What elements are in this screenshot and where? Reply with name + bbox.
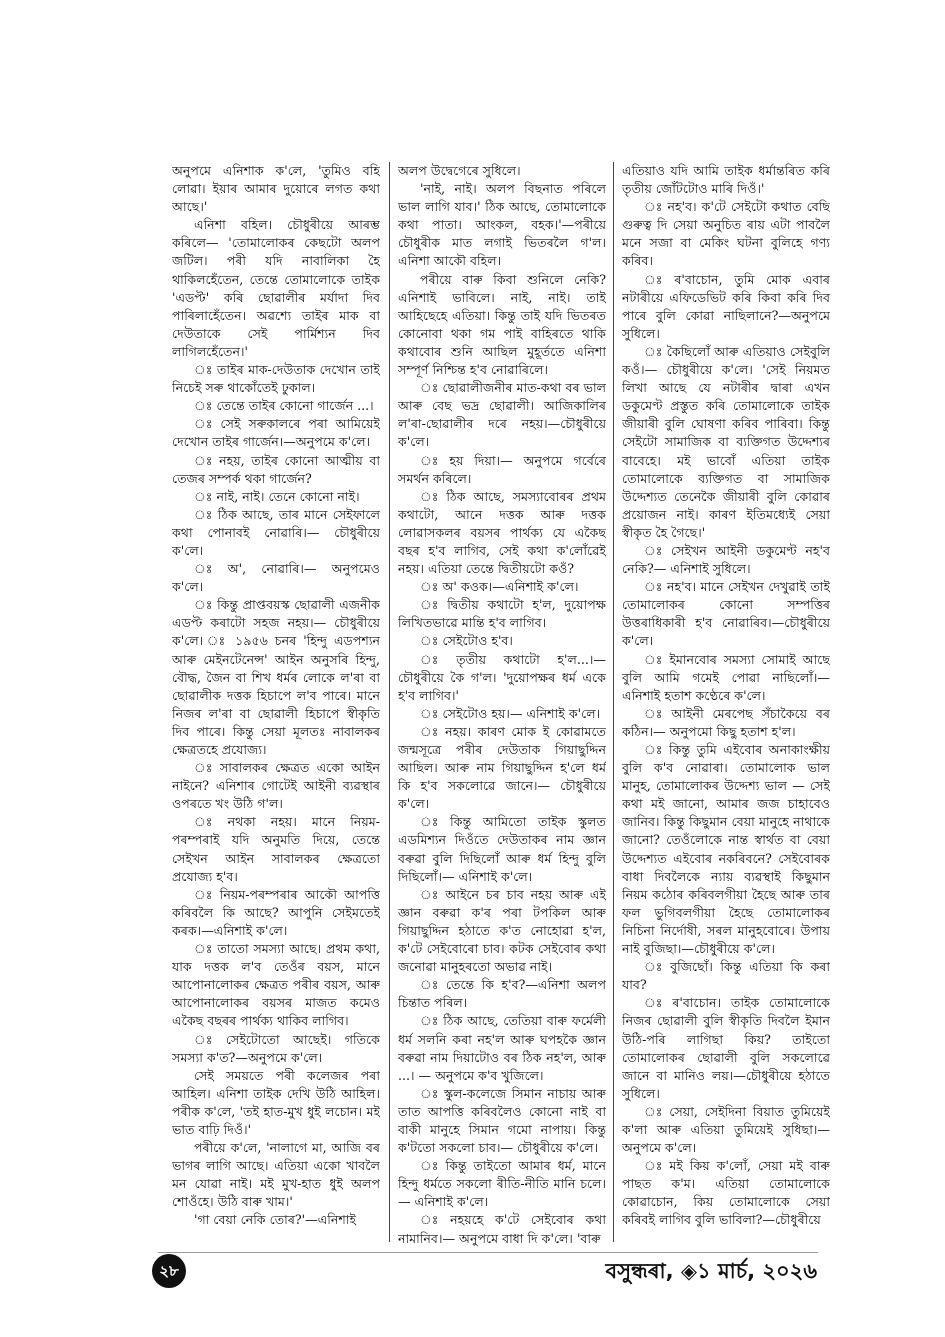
paragraph: ঃ অ', নোৱাৰি।— অনুপমেও ক'লে। xyxy=(172,561,380,595)
paragraph: ঃ আইনী মেৰপেছ সঁচাকৈয়ে বৰ কঠিন।— অনুপমো কিছু হতাশ হ'ল। xyxy=(622,705,830,739)
paragraph: ঃ ঠিক আছে, সমস্যাবোৰৰ প্ৰথম কথাটো, আনে দত্তক আৰু দত্তক লোৱাসকলৰ বয়সৰ পাৰ্থক্য যে একৈছ বছৰ হ'ব লাগিব, সেই কথা ক'লোঁৱেই নহয়। এতিয়া তেন্তে দ্বিতীয়টো কওঁ? xyxy=(398,488,606,577)
paragraph: ঃ নিয়ম-পৰম্পৰাৰ আকৌ আপত্তি কৰিবলৈ কি আছে? আপুনি সেইমতেই কৰক।—এনিশাই ক'লে। xyxy=(172,886,380,938)
paragraph: ঃ ঠিক আছে, তাৰ মানে সেইফালে কথা পোনাবই নোৱাৰি।— চৌধুৰীয়ে ক'লে। xyxy=(172,506,380,558)
paragraph: ঃ হয় দিয়া।— অনুপমে গৰ্বেৰে সমৰ্থন কৰিলে। xyxy=(398,452,606,486)
paragraph: ঃ তৃতীয় কথাটো হ'ল...।—চৌধুৰীয়ে কৈ গ'ল। 'দুয়োপক্ষৰ ধৰ্ম একে হ'ব লাগিব।' xyxy=(398,651,606,703)
paragraph: ঃ কিন্তু আমিতো তাইক স্কুলত এডমিশ্যন দিওঁতে দেউতাকৰ নাম জ্ঞান বৰুৱা বুলি দিছিলোঁ আৰু ধৰ্ম হিন্দু বুলি দিছিলোঁ।— এনিশাই ক'লে। xyxy=(398,814,606,884)
text-column-2 xyxy=(398,162,606,1252)
paragraph: ঃ কৈছিলোঁ আৰু এতিয়াও সেইবুলি কওঁ।— চৌধুৰীয়ে ক'লে। 'সেই নিয়মত লিখা আছে যে নটাৰীৰ দ্বাৰা এখন ডকুমেণ্ট প্ৰস্তুত কৰি তোমালোকে তাইক জীয়াৰী বুলি ঘোষণা কৰিব পাৰিবা। কিন্তু সেইটো সামাজিক বা ব্যক্তিগত উদ্দেশ্যৰ বাবেহে। মই ভাবোঁ এতিয়া তাইক তোমালোকে ব্যক্তিগত বা সামাজিক উদ্দেশ্যত তেনেকৈ জীয়াৰী বুলি কোৱাৰ প্ৰয়োজন নাই। কাৰণ ইতিমধ্যেই সেয়া স্বীকৃত হৈ গৈছে।' xyxy=(622,343,830,540)
paragraph: ঃ সেয়া, সেইদিনা বিয়াত তুমিয়েই ক'লা আৰু এতিয়া তুমিয়েই সুধিছা।— অনুপমে ক'লে। xyxy=(622,1103,830,1156)
paragraph: ঃ দ্বিতীয় কথাটো হ'ল, দুয়োপক্ষ লিখিতভাৱে মান্তি হ'ব লাগিব। xyxy=(398,597,606,631)
text-column-3 xyxy=(622,162,830,1252)
paragraph: পৰীয়ে বাৰু কিবা শুনিলে নেকি? এনিশাই ভাবিলে। নাই, নাই। তাই আহিছেহে এতিয়া। কিন্তু তাই যদি ভিতৰত কোনোবা থকা গম পাই বাহিৰতে থাকি কথাবোৰ শুনি আছিল মুহূৰ্ততে এনিশা সম্পূৰ্ণ নিশ্চিন্ত হ'ব নোৱাৰিলে। xyxy=(398,271,606,378)
paragraph: পৰীয়ে ক'লে, 'নালাগে মা, আজি বৰ ভাগৰ লাগি আছে। এতিয়া একো খাবলৈ মন যোৱা নাই। মই মুখ-হাত ধুই অলপ শোওঁহে। উঠি বাৰু খাম।' xyxy=(172,1140,380,1210)
column-divider xyxy=(389,162,390,1242)
paragraph: ঃ নহ'ব। ক'টে সেইটো কথাত বেছি গুৰুত্ব দি সেয়া অনুচিত ৰায় এটা পাবলৈ মনে সজা বা মেকিং ঘটনা বুলিহে গণ্য কৰিব। xyxy=(622,199,830,269)
paragraph: ঃ মই কিয় ক'লোঁ, সেয়া মই বাৰু পাছত ক'ম। এতিয়া তোমালোকে কোৱাচোন, কিয় তোমালোকে সেয়া কৰিবই লাগিব বুলি ভাবিলা?—চৌধুৰীয়ে xyxy=(622,1158,830,1228)
paragraph: ঃ নহয়। কাৰণ মোক ই কোৱামতে জন্মসূত্ৰে পৰীৰ দেউতাক গিয়াছুদ্দিন আছিল। আৰু নাম গিয়াছুদ্দিন হ'লে ধৰ্ম কি হ'ব সকলোৱে জানে।— চৌধুৰীয়ে ক'লে। xyxy=(398,723,606,812)
text-column-1 xyxy=(172,162,380,1252)
paragraph: ঃ নহ'ব। মানে সেইখন দেখুৱাই তাই তোমালোকৰ কোনো সম্পত্তিৰ উত্তৰাধিকাৰী হ'ব নোৱাৰিব।—চৌধুৰীয়ে ক'লে। xyxy=(622,579,830,649)
footer-rule xyxy=(158,1252,818,1253)
paragraph: ঃ আইনে চৰ চাব নহয় আৰু এই জ্ঞান বৰুৱা ক'ৰ পৰা টপকিল আৰু গিয়াছুদ্দিন হঠাতে ক'ত নোহোৱা হ'ল, ক'টে সেইবোৰো চাব। কটক সেইবোৰ কথা জনোৱা মানুহৰতো অভাৱ নাই। xyxy=(398,886,606,975)
paragraph: ঃ কিন্তু তাইতো আমাৰ ধৰ্ম, মানে হিন্দু ধৰ্মতে সকলো ৰীতি-নীতি মানি চলে।— এনিশাই ক'লে। xyxy=(398,1158,606,1210)
paragraph: ঃ ৰ'বাচোন। তাইক তোমালোকে নিজৰ ছোৱালী বুলি স্বীকৃতি দিবলৈ ইমান উঠি-পৰি লাগিছা কিয়? তাইতো তোমালোকৰ ছোৱালী বুলি সকলোৱে জানে বা মানিও লয়।—চৌধুৰীয়ে হঠাতে সুধিলে। xyxy=(622,995,830,1101)
paragraph: ঃ তাতো সমস্যা আছে। প্ৰথম কথা, যাক দত্তক ল'ব তেওঁৰ বয়স, মানে আপোনালোকৰ ক্ষেত্ৰত পৰীৰ বয়স, আৰু আপোনালোকৰ বয়সৰ মাজত কমেও একৈছ বছৰৰ পাৰ্থক্য থাকিব লাগিব। xyxy=(172,941,380,1029)
paragraph: ঃ সেই সৰুকালৰে পৰা আমিয়েই দেখোন তাইৰ গাৰ্জেন।—অনুপমে ক'লে। xyxy=(172,416,380,450)
paragraph: ঃ কিন্তু প্ৰাপ্তবয়স্ক ছোৱালী এজনীক এডপ্ট কৰাটো সহজ নহয়।— চৌধুৰীয়ে ক'লে। ঃ ১৯৫৬ চনৰ 'হিন্দু এডপশ্যন আৰু মেইনটেনেন্স' আইন অনুসৰি হিন্দু, বৌদ্ধ, জৈন বা শিখ ধৰ্মৰ লোকে ল'ৰা বা ছোৱালীক দত্তক হিচাপে ল'ব পাৰে। মানে নিজৰ ল'ৰা বা ছোৱালী হিচাপে স্বীকৃতি দিব পাৰে। কিন্তু সেয়া মূলতঃ নাবালকৰ ক্ষেত্ৰতহে প্ৰযোজ্য। xyxy=(172,597,380,757)
paragraph: 'নাই, নাই। অলপ বিছনাত পৰিলে ভাল লাগি যাব।' ঠিক আছে, তোমালোকে কথা পাতা। আংকল, বহক।'—পৰীয়ে চৌধুৰীক মাত লগাই ভিতৰলৈ গ'ল। এনিশা আকৌ বহিল। xyxy=(398,181,606,269)
paragraph: ঃ তেন্তে কি হ'ব?—এনিশা অলপ চিন্তাত পৰিল। xyxy=(398,977,606,1011)
publication-footer: বসুন্ধৰা, ◈১ মাৰ্চ, ২০২৬ xyxy=(605,1259,817,1283)
paragraph: ঃ স্কুল-কলেজে সিমান নাচায় আৰু তাত আপত্তি কৰিবলৈও কোনো নাই বা বাকী মানুহে সিমান গমো নাপায়। কিন্তু ক'টতো সকলো চাব।— চৌধুৰীয়ে ক'লে। xyxy=(398,1085,606,1156)
paragraph: ঃ সেইখন আইনী ডকুমেণ্ট নহ'ব নেকি?— এনিশাই সুধিলে। xyxy=(622,542,830,577)
paragraph: ঃ ঠিক আছে, তেতিয়া বাৰু ফৰ্মেলী ধৰ্ম সলনি কৰা নহ'ল আৰু ঘপহকৈ জ্ঞান বৰুৱা নাম দিয়াটোও বৰ ঠিক নহ'ল, আৰু ...। — অনুপমে ক'ব খুজিলে। xyxy=(398,1013,606,1083)
paragraph: ঃ নাই, নাই। তেনে কোনো নাই। xyxy=(194,488,360,504)
paragraph: ঃ সেইটোও হয়।— এনিশাই ক'লে। xyxy=(420,705,601,721)
paragraph: ঃ নথকা নহয়। মানে নিয়ম-পৰম্পৰাই যদি অনুমতি দিয়ে, তেন্তে সেইখন আইন সাবালকৰ ক্ষেত্ৰতো প্ৰযোজ্য হ'ব। xyxy=(172,814,380,884)
paragraph: ঃ সেইটোতো আছেই। গতিকে সমস্যা ক'ত?—অনুপমে ক'লে। xyxy=(172,1031,380,1065)
paragraph: ঃ অ' কওক।—এনিশাই ক'লে। xyxy=(420,579,579,595)
paragraph: সেই সময়তে পৰী কলেজৰ পৰা আহিল। এনিশা তাইক দেখি উঠি আহিল। পৰীক ক'লে, 'তই হাত-মুখ ধুই লচোন। মই ভাত বাঢ়ি দিওঁ।' xyxy=(172,1067,380,1137)
paragraph: ঃ বুজিছোঁ। কিন্তু এতিয়া কি কৰা যাব? xyxy=(622,959,830,993)
paragraph: 'গা বেয়া নেকি তোৰ?'—এনিশাই xyxy=(194,1212,357,1228)
paragraph: ঃ সেইটোও হ'ব। xyxy=(420,633,513,649)
paragraph: অনুপমে এনিশাক ক'লে, 'তুমিও বহি লোৱা। ইয়াৰ আমাৰ দুয়োৰে লগত কথা আছে।' xyxy=(172,163,380,215)
paragraph: ঃ ইমানবোৰ সমস্যা সোমাই আছে বুলি আমি গমেই পোৱা নাছিলোঁ।— এনিশাই হতাশ কণ্ঠেৰে ক'লে। xyxy=(622,651,830,703)
column-divider xyxy=(613,162,614,1242)
page-number: ২৮ xyxy=(152,1254,186,1288)
paragraph: ঃ তাইৰ মাক-দেউতাক দেখোন তাই নিচেই সৰু থাকোঁতেই ঢুকাল। xyxy=(172,362,380,396)
paragraph: ঃ কিন্তু তুমি এইবোৰ অনাকাংক্ষীয় বুলি ক'ব নোৱাৰা। তোমালোক ভাল মানুহ, তোমালোকৰ উদ্দেশ্য ভাল — সেই কথা মই জানো, আমাৰ জজ চাহাবেও জানিব। কিন্তু কিছুমান বেয়া মানুহে নাথাকে জানো? তেওঁলোকে নান্ত স্বাৰ্থত বা বেয়া উদ্দেশ্যত এইবোৰ নকৰিবনে? সেইবোৰক বাধা দিবলৈকে ন্যায় ব্যৱস্থাই কিছুমান নিয়ম কঠোৰ কৰিবলগীয়া হৈছে আৰু তাৰ ফল ভুগিবলগীয়া হৈছে তোমালোকৰ নিচিনা নিৰ্দোষী, সৰল মানুহবোৰে। উপায় নাই বুজিছা।—চৌধুৰীয়ে ক'লে। xyxy=(622,742,830,957)
paragraph: ঃ নহয়হে ক'টে সেইবোৰ কথা নামানিব।— অনুপমে বাধা দি ক'লে। 'বাৰু xyxy=(398,1212,606,1246)
paragraph: ঃ ছোৱালীজনীৰ মাত-কথা বৰ ভাল আৰু বেছ ভদ্ৰ ছোৱালী। আজিকালিৰ ল'ৰা-ছোৱালীৰ দৰে নহয়।—চৌধুৰীয়ে ক'লে। xyxy=(398,380,606,450)
paragraph: ঃ সাবালকৰ ক্ষেত্ৰত একো আইন নাইনে? এনিশাৰ গোটেই আইনী ব্যৱস্থাৰ ওপৰতে খং উঠি গ'ল। xyxy=(172,760,380,812)
paragraph: অলপ উদ্বেগেৰে সুধিলে। xyxy=(398,163,521,178)
paragraph: এতিয়াও যদি আমি তাইক ধৰ্মান্তৰিত কৰি তৃতীয় জোঁটটোও মাৰি দিওঁ।' xyxy=(622,163,830,197)
paragraph: ঃ তেন্তে তাইৰ কোনো গাৰ্জেন ...। xyxy=(194,398,374,414)
paragraph: ঃ ৰ'বাচোন, তুমি মোক এবাৰ নটাৰীয়ে এফিডেভিট কৰি কিবা কৰি দিব পাৰে বুলি কোৱা নাছিলানে?—অনুপমে সুধিলে। xyxy=(622,271,830,341)
paragraph: ঃ নহয়, তাইৰ কোনো আত্মীয় বা তেজৰ সম্পৰ্ক থকা গাৰ্জেন? xyxy=(172,452,380,486)
paragraph: এনিশা বহিল। চৌধুৰীয়ে আৰম্ভ কৰিলে— 'তোমালোকৰ কেছটো অলপ জটিল। পৰী যদি নাবালিকা হৈ থাকিলহেঁতেন, তেন্তে তোমালোকে তাইক 'এডপ্ট' কৰি ছোৱালীৰ মৰ্যাদা দিব পাৰিলাহেঁতেন। অৱশ্যে তাইৰ মাক বা দেউতাকে সেই পাৰ্মিশ্যন দিব লাগিলহেঁতেন।' xyxy=(172,217,380,359)
